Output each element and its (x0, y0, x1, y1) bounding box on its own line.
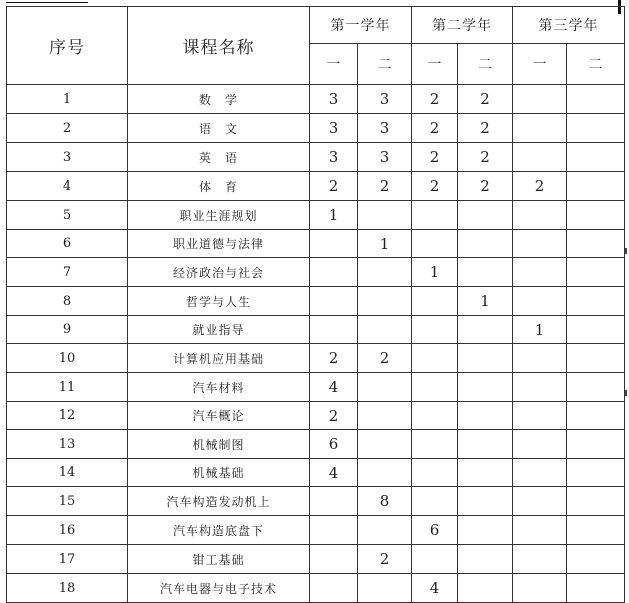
table-row (7, 459, 625, 487)
table-row (7, 85, 625, 114)
weekly-hours-cell: 4 (310, 373, 358, 402)
header-semester: 一 (513, 44, 567, 85)
table-row (7, 201, 625, 230)
weekly-hours-cell: 2 (458, 85, 513, 114)
weekly-hours-cell (458, 201, 513, 230)
weekly-hours-cell: 2 (458, 114, 513, 143)
header-course: 课程名称 (128, 7, 310, 85)
weekly-hours-cell (567, 373, 625, 402)
weekly-hours-cell (412, 344, 458, 373)
weekly-hours-cell: 2 (458, 143, 513, 172)
weekly-hours-cell (310, 258, 358, 287)
weekly-hours-cell (513, 373, 567, 402)
weekly-hours-cell (567, 487, 625, 516)
course-name: 职业生涯规划 (128, 201, 310, 230)
table-row (7, 373, 625, 402)
weekly-hours-cell (358, 574, 412, 603)
weekly-hours-cell (567, 287, 625, 316)
course-name: 职业道德与法律 (128, 230, 310, 258)
table-body (7, 85, 625, 603)
weekly-hours-cell (358, 316, 412, 344)
row-number: 18 (7, 574, 128, 603)
row-number: 10 (7, 344, 128, 373)
weekly-hours-cell: 1 (513, 316, 567, 344)
course-name: 就业指导 (128, 316, 310, 344)
course-name: 汽车材料 (128, 373, 310, 402)
header-semester: 二 (358, 44, 412, 85)
row-number: 11 (7, 373, 128, 402)
weekly-hours-cell (567, 114, 625, 143)
course-name: 汽车构造底盘下 (128, 516, 310, 545)
weekly-hours-cell (513, 287, 567, 316)
weekly-hours-cell: 2 (310, 172, 358, 201)
weekly-hours-cell (567, 230, 625, 258)
weekly-hours-cell (458, 373, 513, 402)
table-row (7, 487, 625, 516)
weekly-hours-cell (513, 344, 567, 373)
weekly-hours-cell (458, 230, 513, 258)
course-schedule-table (6, 6, 625, 603)
row-number: 12 (7, 402, 128, 430)
row-number: 8 (7, 287, 128, 316)
weekly-hours-cell (358, 459, 412, 487)
header-seq: 序号 (7, 7, 128, 85)
weekly-hours-cell: 2 (310, 344, 358, 373)
weekly-hours-cell (358, 373, 412, 402)
row-number: 6 (7, 230, 128, 258)
weekly-hours-cell: 2 (310, 402, 358, 430)
weekly-hours-cell (458, 258, 513, 287)
weekly-hours-cell: 8 (358, 487, 412, 516)
weekly-hours-cell (358, 287, 412, 316)
row-number: 3 (7, 143, 128, 172)
weekly-hours-cell (358, 201, 412, 230)
course-name: 机械基础 (128, 459, 310, 487)
table-row (7, 114, 625, 143)
weekly-hours-cell (513, 516, 567, 545)
weekly-hours-cell: 3 (310, 85, 358, 114)
weekly-hours-cell: 1 (358, 230, 412, 258)
weekly-hours-cell: 2 (513, 172, 567, 201)
header-year-2: 第二学年 (412, 7, 513, 44)
weekly-hours-cell (567, 402, 625, 430)
weekly-hours-cell (412, 402, 458, 430)
weekly-hours-cell (310, 574, 358, 603)
weekly-hours-cell (412, 201, 458, 230)
header-year-1: 第一学年 (310, 7, 412, 44)
course-name: 计算机应用基础 (128, 344, 310, 373)
weekly-hours-cell (458, 344, 513, 373)
weekly-hours-cell: 2 (412, 172, 458, 201)
weekly-hours-cell (412, 287, 458, 316)
row-number: 17 (7, 545, 128, 574)
course-name: 汽车电器与电子技术 (128, 574, 310, 603)
weekly-hours-cell (310, 516, 358, 545)
table-row (7, 258, 625, 287)
top-rule (6, 2, 88, 3)
row-number: 5 (7, 201, 128, 230)
weekly-hours-cell (513, 487, 567, 516)
weekly-hours-cell (458, 430, 513, 459)
table-row (7, 430, 625, 459)
weekly-hours-cell (412, 316, 458, 344)
weekly-hours-cell (513, 402, 567, 430)
course-name: 哲学与人生 (128, 287, 310, 316)
weekly-hours-cell (567, 258, 625, 287)
weekly-hours-cell (567, 201, 625, 230)
weekly-hours-cell (412, 373, 458, 402)
weekly-hours-cell (458, 402, 513, 430)
weekly-hours-cell (358, 402, 412, 430)
weekly-hours-cell (567, 430, 625, 459)
weekly-hours-cell: 1 (458, 287, 513, 316)
course-name: 经济政治与社会 (128, 258, 310, 287)
course-name: 钳工基础 (128, 545, 310, 574)
weekly-hours-cell (458, 545, 513, 574)
weekly-hours-cell (567, 459, 625, 487)
table-row (7, 316, 625, 344)
weekly-hours-cell: 6 (412, 516, 458, 545)
weekly-hours-cell (513, 258, 567, 287)
weekly-hours-cell (513, 430, 567, 459)
weekly-hours-cell (567, 574, 625, 603)
row-number: 1 (7, 85, 128, 114)
course-name: 语 文 (128, 114, 310, 143)
weekly-hours-cell: 4 (310, 459, 358, 487)
table-row (7, 172, 625, 201)
weekly-hours-cell (567, 316, 625, 344)
weekly-hours-cell (358, 430, 412, 459)
header-semester: 二 (458, 44, 513, 85)
row-number: 4 (7, 172, 128, 201)
weekly-hours-cell: 3 (310, 114, 358, 143)
course-name: 汽车构造发动机上 (128, 487, 310, 516)
weekly-hours-cell: 2 (458, 172, 513, 201)
weekly-hours-cell: 1 (310, 201, 358, 230)
table-row (7, 143, 625, 172)
weekly-hours-cell: 3 (358, 85, 412, 114)
weekly-hours-cell (310, 287, 358, 316)
row-number: 16 (7, 516, 128, 545)
weekly-hours-cell (458, 574, 513, 603)
row-number: 13 (7, 430, 128, 459)
weekly-hours-cell (310, 230, 358, 258)
weekly-hours-cell: 2 (412, 143, 458, 172)
row-number: 14 (7, 459, 128, 487)
weekly-hours-cell (513, 114, 567, 143)
row-number: 15 (7, 487, 128, 516)
weekly-hours-cell: 2 (412, 114, 458, 143)
weekly-hours-cell (567, 143, 625, 172)
weekly-hours-cell (358, 516, 412, 545)
weekly-hours-cell (358, 258, 412, 287)
table-row (7, 287, 625, 316)
course-name: 体 育 (128, 172, 310, 201)
weekly-hours-cell: 3 (358, 143, 412, 172)
weekly-hours-cell: 2 (358, 545, 412, 574)
weekly-hours-cell: 2 (358, 344, 412, 373)
header-semester: 一 (310, 44, 358, 85)
table-row (7, 516, 625, 545)
weekly-hours-cell (412, 230, 458, 258)
weekly-hours-cell (567, 85, 625, 114)
weekly-hours-cell (513, 143, 567, 172)
header-semester: 二 (567, 44, 625, 85)
table-row (7, 574, 625, 603)
weekly-hours-cell (458, 516, 513, 545)
weekly-hours-cell (412, 430, 458, 459)
weekly-hours-cell (513, 574, 567, 603)
course-name: 英 语 (128, 143, 310, 172)
weekly-hours-cell: 4 (412, 574, 458, 603)
weekly-hours-cell (513, 201, 567, 230)
weekly-hours-cell: 1 (412, 258, 458, 287)
weekly-hours-cell (458, 459, 513, 487)
weekly-hours-cell (513, 85, 567, 114)
row-number: 9 (7, 316, 128, 344)
weekly-hours-cell (412, 487, 458, 516)
weekly-hours-cell (310, 545, 358, 574)
weekly-hours-cell (310, 316, 358, 344)
table-row (7, 344, 625, 373)
table-row (7, 230, 625, 258)
weekly-hours-cell (567, 545, 625, 574)
table-row (7, 545, 625, 574)
weekly-hours-cell (513, 230, 567, 258)
weekly-hours-cell: 2 (358, 172, 412, 201)
weekly-hours-cell: 6 (310, 430, 358, 459)
header-semester: 一 (412, 44, 458, 85)
weekly-hours-cell: 3 (358, 114, 412, 143)
header-year-3: 第三学年 (513, 7, 625, 44)
weekly-hours-cell (412, 459, 458, 487)
weekly-hours-cell: 3 (310, 143, 358, 172)
course-name: 机械制图 (128, 430, 310, 459)
row-number: 2 (7, 114, 128, 143)
weekly-hours-cell (567, 172, 625, 201)
weekly-hours-cell (567, 516, 625, 545)
weekly-hours-cell (513, 459, 567, 487)
weekly-hours-cell (458, 316, 513, 344)
table-row (7, 402, 625, 430)
weekly-hours-cell (458, 487, 513, 516)
course-name: 汽车概论 (128, 402, 310, 430)
weekly-hours-cell (310, 487, 358, 516)
course-name: 数 学 (128, 85, 310, 114)
weekly-hours-cell (513, 545, 567, 574)
row-number: 7 (7, 258, 128, 287)
weekly-hours-cell (567, 344, 625, 373)
weekly-hours-cell (412, 545, 458, 574)
weekly-hours-cell: 2 (412, 85, 458, 114)
